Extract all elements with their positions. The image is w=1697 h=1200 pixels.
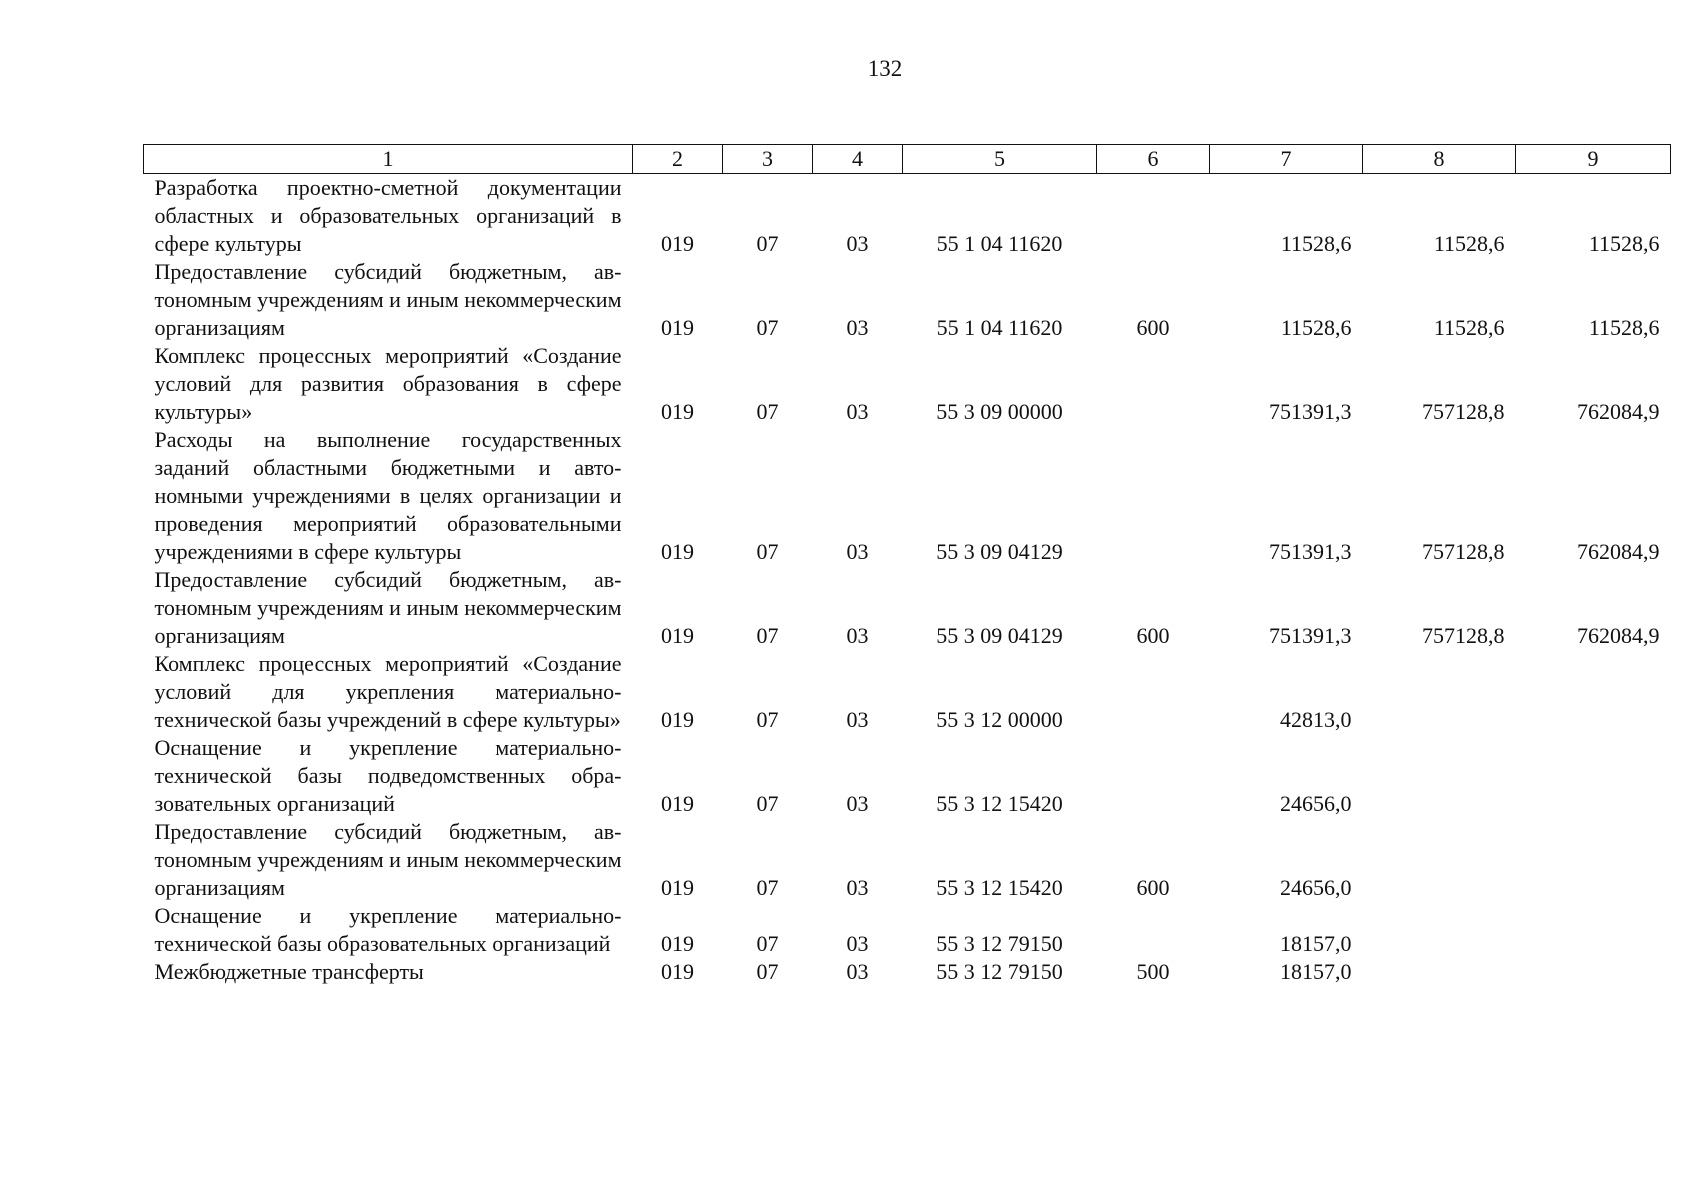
target-article-code: 55 3 09 04129 (936, 623, 1063, 648)
amount-year-2 (1363, 734, 1516, 818)
column-header: 2 (633, 145, 723, 174)
ministry-code: 019 (661, 931, 694, 956)
amount-year-1: 24656,0 (1280, 875, 1352, 900)
expense-type-code (1097, 650, 1210, 734)
ministry-code: 019 (661, 959, 694, 984)
section-code: 07 (756, 399, 779, 424)
amount-year-3: 762084,9 (1577, 399, 1660, 424)
amount-year-2: 11528,6 (1433, 315, 1505, 340)
amount-year-1: 751391,3 (1269, 539, 1352, 564)
amount-year-3 (1516, 650, 1671, 734)
column-header: 9 (1516, 145, 1671, 174)
subsection-code: 03 (846, 707, 869, 732)
target-article-code: 55 3 12 15420 (936, 791, 1063, 816)
row-description: Оснащение и укрепление материально-технической базы подведомственных образовательных организаций (154, 735, 622, 816)
amount-year-2: 757128,8 (1422, 539, 1505, 564)
target-article-code: 55 1 04 11620 (936, 231, 1063, 256)
subsection-code: 03 (846, 931, 869, 956)
row-description: Расходы на выполнение государственных заданий областными бюджетными и автономными учреждениями в целях организации и проведения мероприятий образовательными учреждениями в сфере культуры (154, 427, 622, 564)
table-row (144, 650, 1671, 734)
section-code: 07 (756, 623, 779, 648)
table-row (144, 258, 1671, 342)
target-article-code: 55 3 12 15420 (936, 875, 1063, 900)
section-code: 07 (756, 539, 779, 564)
column-header: 1 (144, 145, 633, 174)
column-header: 6 (1097, 145, 1210, 174)
row-description: Предоставление субсидий бюджетным, автономным учреждениям и иным некоммерческим организациям (154, 819, 622, 900)
section-code: 07 (756, 707, 779, 732)
table-row (144, 902, 1671, 958)
table-row (144, 734, 1671, 818)
column-number-row (144, 145, 1671, 174)
ministry-code: 019 (661, 623, 694, 648)
row-description: Предоставление субсидий бюджетным, автономным учреждениям и иным некоммерческим организациям (154, 259, 622, 340)
ministry-code: 019 (661, 791, 694, 816)
amount-year-1: 24656,0 (1280, 791, 1352, 816)
ministry-code: 019 (661, 539, 694, 564)
expense-type-code (1097, 902, 1210, 958)
table-row (144, 818, 1671, 902)
column-header: 5 (903, 145, 1097, 174)
amount-year-3: 762084,9 (1577, 539, 1660, 564)
expense-type-code (1097, 734, 1210, 818)
section-code: 07 (756, 959, 779, 984)
table-row (144, 342, 1671, 426)
expense-type-code (1097, 174, 1210, 259)
amount-year-3 (1516, 734, 1671, 818)
amount-year-2: 757128,8 (1422, 399, 1505, 424)
column-header: 7 (1210, 145, 1363, 174)
expense-type-code: 600 (1136, 875, 1170, 900)
expense-type-code: 500 (1136, 959, 1170, 984)
expense-type-code (1097, 426, 1210, 566)
section-code: 07 (756, 875, 779, 900)
subsection-code: 03 (846, 231, 869, 256)
target-article-code: 55 3 09 04129 (936, 539, 1063, 564)
expense-type-code: 600 (1136, 315, 1170, 340)
section-code: 07 (756, 791, 779, 816)
column-header: 8 (1363, 145, 1516, 174)
subsection-code: 03 (846, 791, 869, 816)
amount-year-1: 11528,6 (1280, 231, 1352, 256)
row-description: Оснащение и укрепление материально-технической базы образовательных организаций (154, 903, 622, 956)
target-article-code: 55 3 09 00000 (936, 399, 1063, 424)
subsection-code: 03 (846, 623, 869, 648)
amount-year-2: 757128,8 (1422, 623, 1505, 648)
table-row (144, 566, 1671, 650)
ministry-code: 019 (661, 315, 694, 340)
ministry-code: 019 (661, 399, 694, 424)
amount-year-3: 11528,6 (1588, 231, 1660, 256)
target-article-code: 55 1 04 11620 (936, 315, 1063, 340)
subsection-code: 03 (846, 959, 869, 984)
row-description: Предоставление субсидий бюджетным, автономным учреждениям и иным некоммерческим организациям (154, 567, 622, 648)
subsection-code: 03 (846, 539, 869, 564)
amount-year-2: 11528,6 (1433, 231, 1505, 256)
ministry-code: 019 (661, 707, 694, 732)
table-row (144, 958, 1671, 986)
amount-year-1: 18157,0 (1280, 959, 1352, 984)
subsection-code: 03 (846, 875, 869, 900)
amount-year-3 (1516, 902, 1671, 958)
amount-year-1: 751391,3 (1269, 399, 1352, 424)
table-body (144, 174, 1671, 987)
row-description: Межбюджетные трансферты (154, 959, 424, 984)
amount-year-1: 18157,0 (1280, 931, 1352, 956)
expense-type-code: 600 (1136, 623, 1170, 648)
ministry-code: 019 (661, 231, 694, 256)
amount-year-2 (1363, 902, 1516, 958)
target-article-code: 55 3 12 00000 (936, 707, 1063, 732)
table-row (144, 174, 1671, 259)
amount-year-3 (1516, 958, 1671, 986)
page-number: 132 (867, 56, 903, 81)
amount-year-3: 11528,6 (1588, 315, 1660, 340)
subsection-code: 03 (846, 315, 869, 340)
table-row (144, 426, 1671, 566)
amount-year-1: 11528,6 (1280, 315, 1352, 340)
target-article-code: 55 3 12 79150 (936, 931, 1063, 956)
amount-year-2 (1363, 650, 1516, 734)
subsection-code: 03 (846, 399, 869, 424)
amount-year-2 (1363, 818, 1516, 902)
ministry-code: 019 (661, 875, 694, 900)
amount-year-3 (1516, 818, 1671, 902)
amount-year-1: 42813,0 (1280, 707, 1352, 732)
target-article-code: 55 3 12 79150 (936, 959, 1063, 984)
row-description: Комплекс процессных мероприятий «Создание условий для укрепления материально-технической базы учреждений в сфере культуры» (154, 651, 622, 732)
amount-year-1: 751391,3 (1269, 623, 1352, 648)
section-code: 07 (756, 315, 779, 340)
column-header: 4 (813, 145, 903, 174)
expense-type-code (1097, 342, 1210, 426)
column-header: 3 (723, 145, 813, 174)
section-code: 07 (756, 931, 779, 956)
amount-year-3: 762084,9 (1577, 623, 1660, 648)
row-description: Разработка проектно-сметной документации областных и образовательных организаций в сфере культуры (154, 175, 622, 256)
budget-table (143, 144, 1671, 986)
section-code: 07 (756, 231, 779, 256)
row-description: Комплекс процессных мероприятий «Создание условий для развития образования в сфере культуры» (154, 343, 622, 424)
amount-year-2 (1363, 958, 1516, 986)
